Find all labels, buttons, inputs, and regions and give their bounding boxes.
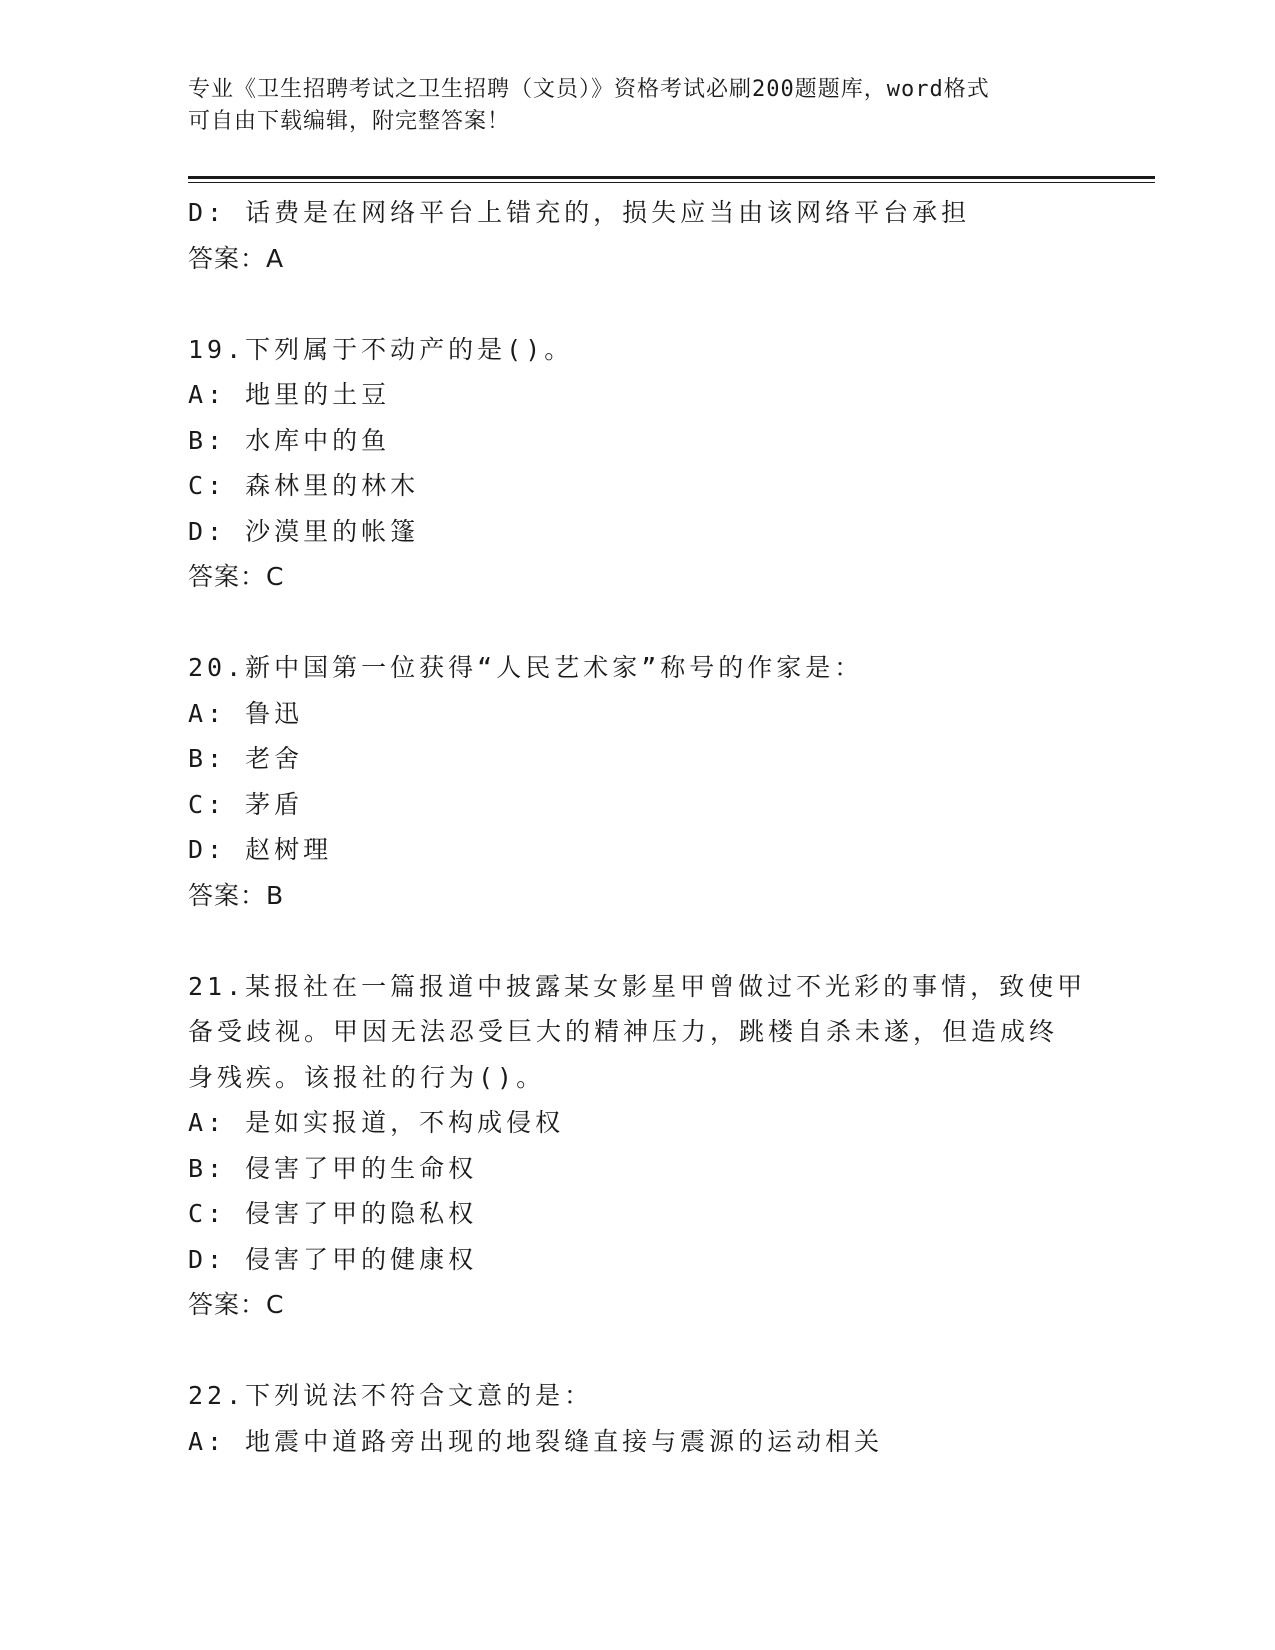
- question-20: [188, 645, 1088, 918]
- question-stem: 22.下列说法不符合文意的是：: [188, 1381, 594, 1410]
- spacer: [188, 1328, 1088, 1374]
- option-c: C: 森林里的林木: [188, 471, 420, 500]
- header-line-1: 专业《卫生招聘考试之卫生招聘（文员）》资格考试必刷200题题库，word格式: [188, 77, 990, 102]
- option-d: D: 侵害了甲的健康权: [188, 1244, 478, 1274]
- question-list: [188, 190, 1088, 1464]
- option-c: C: 侵害了甲的隐私权: [188, 1199, 478, 1228]
- answer-line: 答案：A: [188, 243, 285, 273]
- question-22: [188, 1373, 1088, 1464]
- question-21: [188, 964, 1088, 1328]
- option-b: B: 老舍: [188, 744, 304, 773]
- option-a: A: 地震中道路旁出现的地裂缝直接与震源的运动相关: [188, 1426, 884, 1456]
- option-d: D: 赵树理: [188, 835, 333, 864]
- answer-line: 答案：C: [188, 562, 285, 591]
- header-divider-thick: [188, 176, 1155, 179]
- option-c: C: 茅盾: [188, 789, 304, 819]
- question-19: [188, 327, 1088, 600]
- spacer: [188, 281, 1088, 327]
- spacer: [188, 600, 1088, 646]
- option-a: A: 地里的土豆: [188, 380, 391, 409]
- header-divider-thin: [188, 182, 1155, 183]
- question-stem-line-1: 21.某报社在一篇报道中披露某女影星甲曾做过不光彩的事情，致使甲: [188, 971, 1087, 1001]
- option-b: B: 侵害了甲的生命权: [188, 1153, 478, 1183]
- question-stem: 19.下列属于不动产的是()。: [188, 334, 574, 364]
- option-a: A: 是如实报道，不构成侵权: [188, 1108, 565, 1137]
- previous-question-tail: [188, 190, 1088, 281]
- spacer: [188, 918, 1088, 964]
- document-header: [188, 74, 1088, 138]
- option-b: B: 水库中的鱼: [188, 425, 391, 455]
- header-line-2: 可自由下载编辑，附完整答案！: [188, 109, 511, 134]
- question-stem: 20.新中国第一位获得“人民艺术家”称号的作家是：: [188, 653, 864, 682]
- option-d: D: 沙漠里的帐篷: [188, 516, 420, 546]
- option-d: D: 话费是在网络平台上错充的，损失应当由该网络平台承担: [188, 198, 971, 227]
- answer-line: 答案：B: [188, 880, 285, 910]
- question-stem-line-2: 备受歧视。甲因无法忍受巨大的精神压力，跳楼自杀未遂，但造成终: [188, 1017, 1059, 1046]
- question-stem-line-3: 身残疾。该报社的行为()。: [188, 1062, 546, 1092]
- answer-line: 答案：C: [188, 1290, 285, 1319]
- option-a: A: 鲁迅: [188, 698, 304, 728]
